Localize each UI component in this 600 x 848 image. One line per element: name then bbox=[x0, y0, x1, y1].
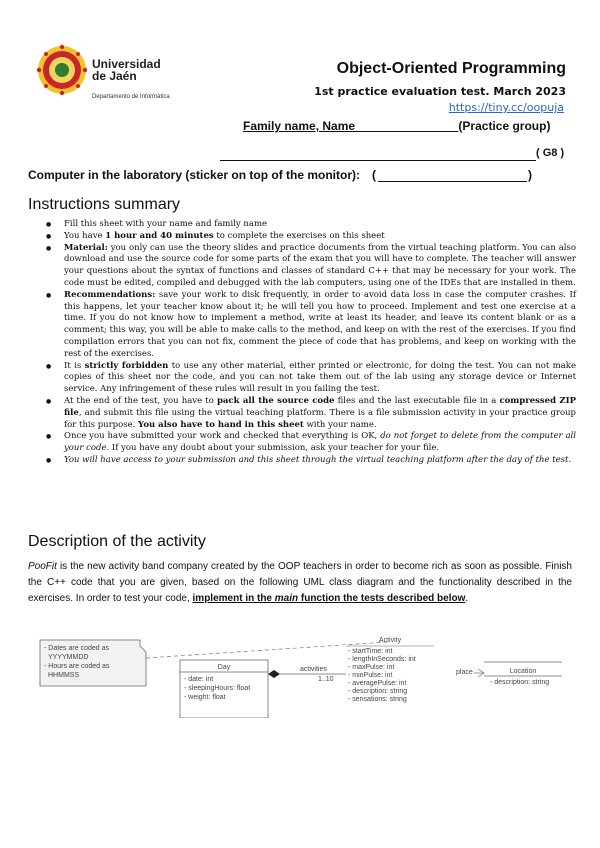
list-item-text: with your name. bbox=[303, 419, 377, 430]
list-item-text: save your work to disk frequently, in order to avoid data loss in case the computer crashes. If this happens, let your teacher know about it; he will tell you how to proceed. Implement and test one exercise at a time. If you do not know how to implement a method, write at least its header, and leave its content blank or as a comment; this way, you will be able to make calls to the method, and keep on with the rest of the exercises. If you find compilation errors that you can not fix, comment the piece of code that has problems, and keep on working with the rest of the exercises. bbox=[64, 289, 576, 359]
list-item bbox=[46, 396, 576, 431]
computer-label: Computer in the laboratory (sticker on top of the monitor): bbox=[28, 168, 361, 182]
list-item-bold: Material: bbox=[64, 242, 108, 253]
test-title: 1st practice evaluation test. March 2023 bbox=[314, 85, 566, 98]
association-label: activities bbox=[300, 666, 327, 673]
university-name-line1: Universidad bbox=[92, 57, 161, 71]
list-item bbox=[46, 231, 576, 243]
note-line: - Dates are coded as bbox=[44, 645, 109, 652]
list-item-bold: pack all the source code bbox=[216, 395, 335, 406]
location-attr: - description: string bbox=[490, 679, 550, 686]
list-item-text: to use any other material, either printed or electronic, for doing the test. You can not make copies of this sheet nor the code, and you can not take them out of the lab using any storage device or Internet service. Any infringement of these rules will result in you failing the test. bbox=[64, 360, 576, 395]
university-name bbox=[92, 58, 161, 82]
activity-attr: - description: string bbox=[348, 688, 408, 695]
department-name: Departamento de Informática bbox=[92, 94, 170, 100]
practice-group-label: (Practice group) bbox=[458, 119, 551, 133]
instructions-list bbox=[46, 219, 576, 467]
description-heading: Description of the activity bbox=[28, 533, 206, 550]
list-item-text: It is bbox=[64, 360, 85, 371]
list-item bbox=[46, 290, 576, 361]
list-item-text: You have bbox=[64, 230, 106, 241]
day-attr: - sleepingHours: float bbox=[184, 685, 251, 692]
list-item-text: you only can use the theory slides and practice documents from the virtual teaching platform. You can also download and use the source code for some parts of the exam that you will have to complete. The teacher will answer your questions about the syntax of functions and classes of standard C++ that may be necessary for your work. The code must be edited, compiled and debugged with the lab computers, using one of the IDEs that are installed in them. bbox=[64, 242, 576, 288]
list-item-bold: Recommendations: bbox=[64, 289, 156, 300]
list-item-bold: compressed ZIP file bbox=[64, 395, 577, 418]
description-emphasis bbox=[192, 593, 469, 604]
course-url-link[interactable]: https://tiny.cc/oopuja bbox=[448, 101, 564, 114]
list-item-text: Once you have submitted your work and checked that everything is OK, bbox=[64, 431, 381, 442]
practice-group-value: ( G8 ) bbox=[536, 147, 565, 159]
list-item-text: to complete the exercises on this sheet bbox=[213, 230, 385, 241]
activity-attr: - averagePulse: int bbox=[348, 680, 407, 687]
list-item bbox=[46, 361, 576, 396]
name-field-line bbox=[243, 119, 550, 133]
composition-diamond-icon bbox=[268, 670, 280, 678]
list-item bbox=[46, 431, 576, 455]
activity-attr: - maxPulse: int bbox=[348, 664, 395, 671]
computer-paren-close: ) bbox=[528, 168, 532, 182]
note-line: YYYYMMDD bbox=[48, 654, 89, 661]
day-class-name: Day bbox=[217, 664, 231, 671]
description-emphasis-text: function the tests described below bbox=[298, 593, 466, 604]
day-attr: - date: int bbox=[184, 676, 214, 683]
activity-class-name: Activity bbox=[378, 637, 402, 644]
list-item-text: files and the last executable file in a bbox=[334, 395, 500, 406]
list-item-text: At the end of the test, you have to bbox=[64, 395, 217, 406]
uml-class-location bbox=[484, 662, 562, 686]
description-end: . bbox=[465, 593, 469, 604]
description-text: is the new activity band company created by the OOP teachers in order to become rich as soon as possible. Finish the C++ code that you are given, based on the following UML class diagram and the functionality described in the exercises. In order to test your code, bbox=[28, 561, 572, 604]
computer-blank[interactable] bbox=[378, 170, 527, 182]
family-name-label: Family name, Name bbox=[243, 119, 356, 133]
association-multiplicity: 1..10 bbox=[318, 676, 334, 683]
computer-paren-open: ( bbox=[372, 168, 376, 182]
list-item-bold: strictly forbidden bbox=[84, 360, 169, 371]
list-item-italic: You will have access to your submission and this sheet through the virtual teaching platform after the day of the test. bbox=[64, 454, 572, 465]
university-logo-icon bbox=[36, 44, 88, 96]
place-label: place bbox=[456, 669, 473, 676]
note-line: HHMMSS bbox=[48, 672, 80, 679]
uml-class-diagram bbox=[28, 628, 572, 718]
name-blank-line[interactable] bbox=[220, 148, 536, 161]
list-item bbox=[46, 243, 576, 290]
activity-attr: - lengthInSeconds: int bbox=[348, 656, 416, 663]
uml-class-day bbox=[180, 660, 268, 718]
description-emphasis-text: implement in the bbox=[192, 593, 275, 604]
list-item-text: , and submit this file using the virtual teaching platform. There is a file submission activity in your practice group for this purpose. bbox=[64, 407, 576, 430]
app-name: PooFit bbox=[28, 561, 57, 572]
list-item bbox=[46, 219, 576, 231]
activity-attr: - minPulse: int bbox=[348, 672, 393, 679]
list-item-text: . If you have any doubt about your submission, ask your teacher for your file. bbox=[106, 443, 440, 454]
name-blank[interactable] bbox=[355, 119, 458, 133]
course-title: Object-Oriented Programming bbox=[336, 60, 566, 77]
description-paragraph bbox=[28, 559, 572, 607]
uml-note bbox=[40, 640, 146, 686]
list-item-bold: You also have to hand in this sheet bbox=[138, 419, 304, 430]
list-item bbox=[46, 455, 576, 467]
day-attr: - weight: float bbox=[184, 694, 226, 701]
instructions-heading: Instructions summary bbox=[28, 196, 181, 213]
note-line: - Hours are coded as bbox=[44, 663, 110, 670]
location-class-name: Location bbox=[509, 668, 537, 675]
activity-attr: - startTime: int bbox=[348, 648, 393, 655]
list-item-text: Fill this sheet with your name and family name bbox=[64, 219, 268, 229]
university-name-line2: de Jaén bbox=[92, 69, 137, 83]
description-main-word: main bbox=[274, 593, 299, 604]
uml-class-activity bbox=[346, 637, 434, 703]
list-item-italic: do not forget to delete from the computer all your code bbox=[64, 431, 576, 454]
list-item-bold: 1 hour and 40 minutes bbox=[105, 230, 214, 241]
activity-attr: - sensations: string bbox=[348, 696, 407, 703]
